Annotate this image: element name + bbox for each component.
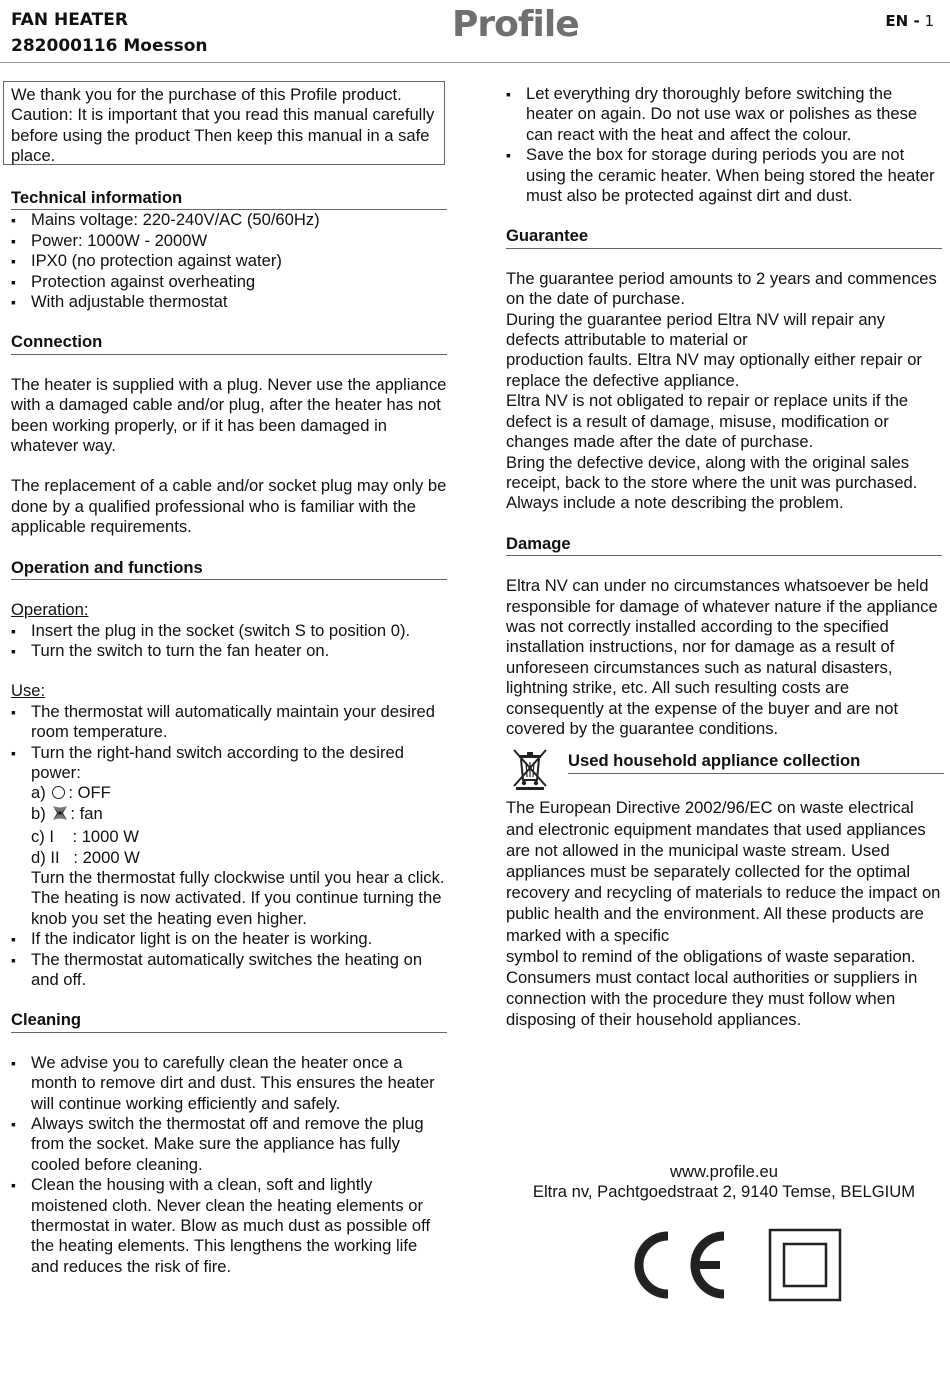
- list-item: ▪ We advise you to carefully clean the heater once a month to remove dirt and dust. This ensures the heater will continue working efficiently and safely.: [11, 1053, 447, 1114]
- website-link[interactable]: www.profile.eu: [670, 1162, 778, 1181]
- weee-crossed-bin-icon: [510, 747, 550, 796]
- guarantee-heading: Guarantee: [506, 226, 942, 248]
- page-header: [0, 0, 950, 63]
- double-insulation-icon: [770, 1230, 840, 1300]
- collection-text: The European Directive 2002/96/EC on waste electrical and electronic equipment mandates that used appliances are not allowed in the municipal waste stream. Used appliances must be separately collected for the optimal recovery and recycling of materials to reduce the impact on public health and the environment. All these products are marked with a specific symbol to remind of the obligations of waste separation. Consumers must contact local authorities or suppliers in connection with the procedure they must follow when disposing of their household appliances.: [506, 798, 941, 1030]
- cleaning-list-continued: [506, 84, 942, 206]
- collection-heading: Used household appliance collection: [568, 751, 944, 773]
- list-item: ▪ The thermostat automatically switches the heating on and off.: [11, 950, 447, 991]
- use-subheading: Use:: [11, 681, 46, 701]
- connection-paragraph: The replacement of a cable and/or socket plug may only be done by a qualified professional who is familiar with the applicable requirements.: [11, 476, 447, 537]
- fan-icon: [51, 804, 69, 827]
- list-item: ▪ With adjustable thermostat: [11, 292, 447, 312]
- list-item: ▪ Turn the right-hand switch according to the desired power: a) : OFF b) : fan c) I : 1000 W d) II : 2000 W Turn the thermostat fully clockwise until you hear a click. The heating is now activated. If you continue turning the knob you set the heating even higher.: [11, 743, 447, 930]
- collection-header: [506, 749, 942, 797]
- off-circle-icon: [52, 786, 65, 799]
- list-item: ▪ Protection against overheating: [11, 272, 447, 292]
- connection-heading: Connection: [11, 332, 447, 354]
- page-number: EN - 1: [885, 12, 934, 30]
- list-item: ▪ IPX0 (no protection against water): [11, 251, 447, 271]
- switch-option-2000w: d) II : 2000 W: [31, 847, 140, 867]
- cleaning-heading: Cleaning: [11, 1010, 447, 1032]
- operation-heading: Operation and functions: [11, 558, 447, 580]
- operation-list: [11, 621, 447, 662]
- damage-text: Eltra NV can under no circumstances whatsoever be held responsible for damage of whatever nature if the appliance was not correctly installed according to the specified installation instructions, nor for damage as a result of unforeseen circumstances such as natural disasters, lightning strike, etc. All such resulting costs are consequently at the expense of the buyer and are not covered by the guarantee conditions.: [506, 576, 938, 738]
- guarantee-text: The guarantee period amounts to 2 years and commences on the date of purchase. During the guarantee period Eltra NV will repair any defects attributable to material or production faults. Eltra NV may optionally either repair or replace the defective appliance. Eltra NV is not obligated to repair or replace units if the defect is a result of damage, misuse, modification or changes made after the date of purchase. Bring the defective device, along with the original sales receipt, back to the store where the unit was purchased. Always include a note describing the problem.: [506, 268, 937, 513]
- list-item: ▪ Power: 1000W - 2000W: [11, 231, 447, 251]
- list-item: ▪ Insert the plug in the socket (switch S to position 0).: [11, 621, 447, 641]
- cleaning-list: [11, 1053, 447, 1277]
- technical-list: [11, 210, 447, 312]
- intro-notice: We thank you for the purchase of this Profile product. Caution: It is important that you read this manual carefully before using the product Then keep this manual in a safe place.: [3, 81, 445, 165]
- company-address: Eltra nv, Pachtgoedstraat 2, 9140 Temse, BELGIUM: [532, 1182, 916, 1202]
- thermostat-note: Turn the thermostat fully clockwise until you hear a click. The heating is now activated. If you continue turning the knob you set the heating even higher.: [31, 867, 445, 928]
- document-title: [11, 7, 208, 59]
- list-item: ▪ The thermostat will automatically maintain your desired room temperature.: [11, 702, 447, 743]
- list-item: ▪ Always switch the thermostat off and remove the plug from the socket. Make sure the appliance has fully cooled before cleaning.: [11, 1114, 447, 1175]
- operation-subheading: Operation:: [11, 600, 89, 620]
- switch-option-off: a) : OFF: [31, 783, 111, 803]
- company-footer: [506, 1162, 942, 1203]
- technical-heading: Technical information: [11, 188, 447, 210]
- ce-mark-icon: [639, 1236, 724, 1294]
- switch-option-fan: b) : fan: [31, 804, 447, 827]
- list-item: ▪ Mains voltage: 220-240V/AC (50/60Hz): [11, 210, 447, 230]
- list-item: ▪ Let everything dry thoroughly before switching the heater on again. Do not use wax or polishes as these can react with the heat and affect the colour.: [506, 84, 942, 145]
- product-code: 282000116 Moesson: [11, 36, 208, 56]
- left-column: [11, 84, 447, 1277]
- connection-paragraph: The heater is supplied with a plug. Never use the appliance with a damaged cable and/or plug, after the heater has not been working properly, or if it has been damaged in whatever way.: [11, 374, 447, 456]
- right-column: [506, 84, 942, 1031]
- profile-logo: Profile: [452, 4, 579, 45]
- damage-heading: Damage: [506, 534, 942, 556]
- list-item: ▪ Save the box for storage during periods you are not using the ceramic heater. When being stored the heater must also be protected against dirt and dust.: [506, 145, 942, 206]
- certification-marks: [630, 1228, 842, 1307]
- list-item: ▪ Clean the housing with a clean, soft and lightly moistened cloth. Never clean the heating elements or thermostat in water. Blow as much dust as possible off the heating elements. This lengthens the working life and reduces the risk of fire.: [11, 1175, 447, 1277]
- product-name: FAN HEATER: [11, 10, 128, 30]
- switch-option-1000w: c) I : 1000 W: [31, 827, 139, 847]
- use-list: [11, 702, 447, 991]
- list-item: ▪ If the indicator light is on the heater is working.: [11, 929, 447, 949]
- list-item: ▪ Turn the switch to turn the fan heater on.: [11, 641, 447, 661]
